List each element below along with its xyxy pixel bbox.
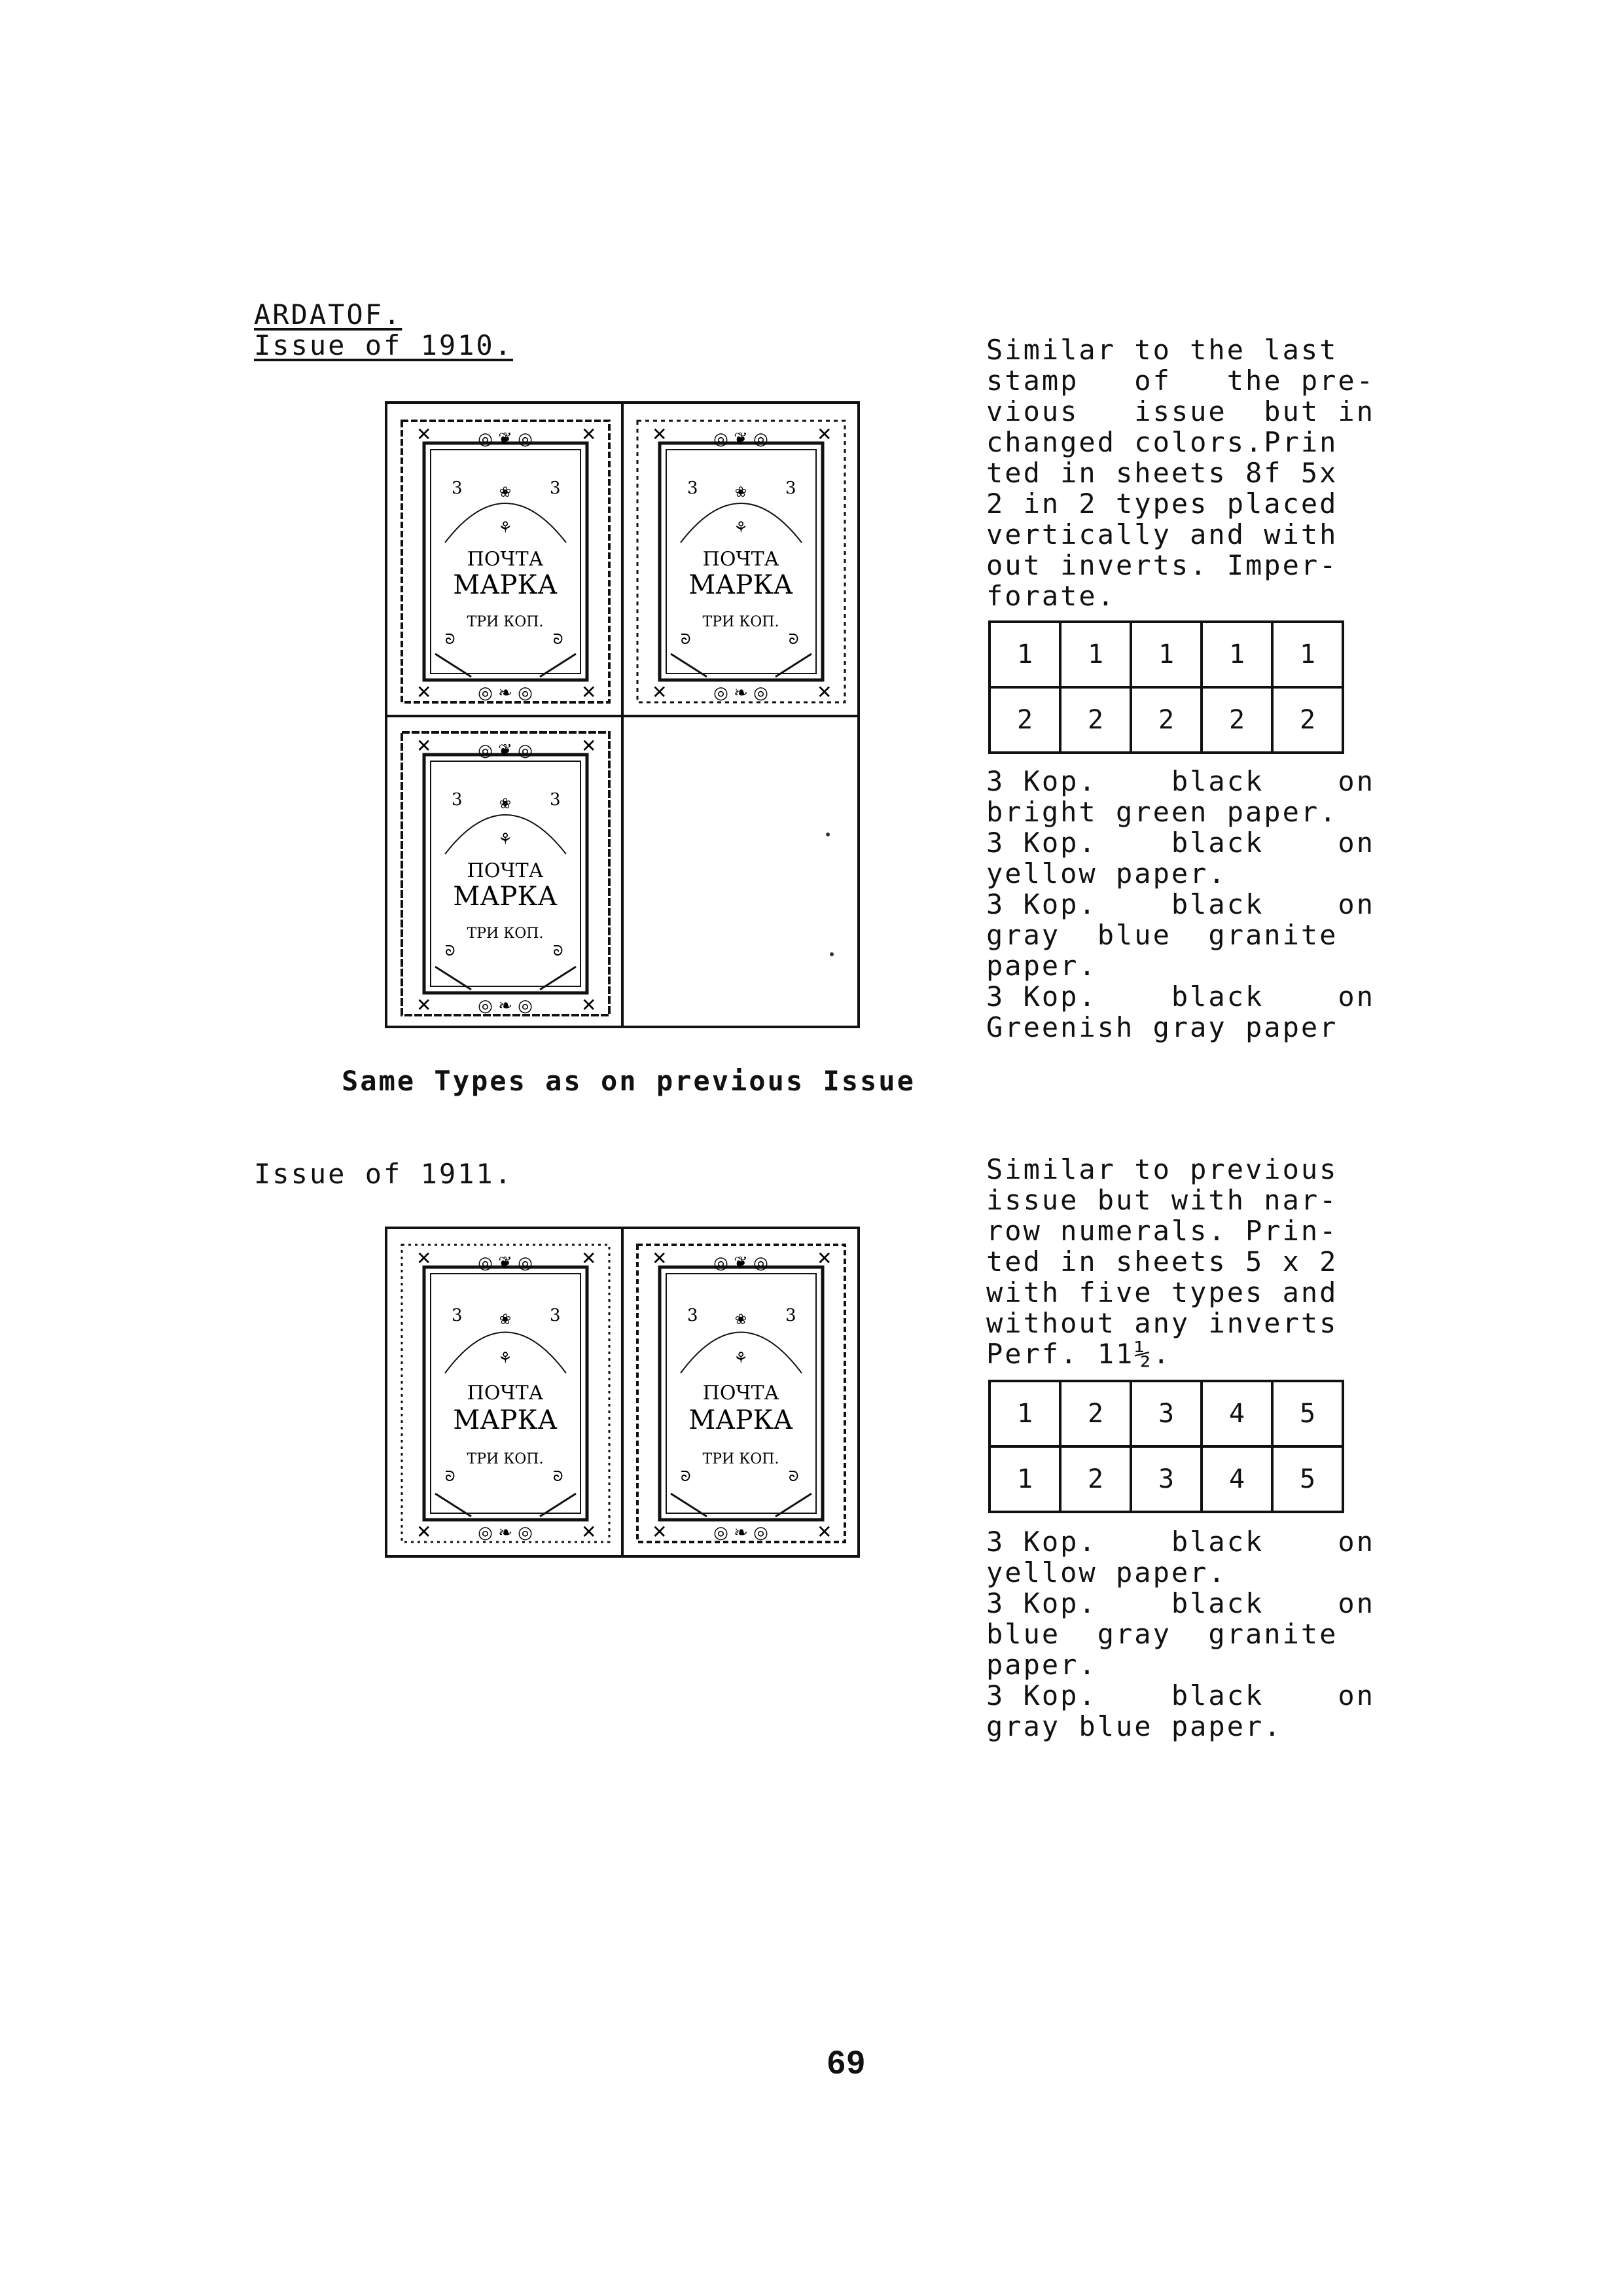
svg-text:ᘐ: ᘐ [553,943,563,960]
description-line: with five types and [986,1276,1338,1308]
stamp-word-stamp: МАРКА [453,882,558,912]
table-cell: 2 [990,687,1060,753]
stamp-value: ТРИ КОП. [467,614,544,630]
svg-text:ᘐ: ᘐ [681,632,691,648]
stamp-image [635,418,847,705]
svg-text:✕: ✕ [581,423,597,445]
svg-text:✕: ✕ [581,1521,597,1543]
svg-text:✕: ✕ [652,1521,668,1543]
description-line: 2 in 2 types placed [986,488,1338,520]
svg-text:✕: ✕ [416,994,432,1016]
table-cell: 2 [1060,1381,1131,1446]
stamp-word-post: ПОЧТА [702,1382,779,1405]
svg-text:✕: ✕ [817,681,832,703]
svg-text:◎ ❧ ◎: ◎ ❧ ◎ [478,1523,533,1543]
speck-mark [830,952,834,956]
issue-1910-types-table [988,620,1344,754]
svg-text:◎ ❦ ◎: ◎ ❦ ◎ [713,1253,768,1273]
variety-line: yellow paper. [986,1556,1227,1588]
table-cell: 5 [1272,1446,1343,1512]
svg-text:3: 3 [785,1306,796,1325]
stamp-word-post: ПОЧТА [467,859,544,882]
variety-line: 3 Kop. black on [986,1587,1376,1619]
svg-text:❀: ❀ [734,484,747,501]
svg-text:✕: ✕ [652,681,668,703]
variety-line: blue gray granite [986,1618,1338,1650]
svg-text:◎ ❦ ◎: ◎ ❦ ◎ [478,429,533,449]
variety-line: 3 Kop. black on [986,1526,1376,1558]
svg-text:3: 3 [687,478,698,498]
svg-text:❀: ❀ [499,1312,512,1328]
stamp-illustration [399,418,612,705]
svg-text:✕: ✕ [652,423,668,445]
issue-1910-heading: Issue of 1910. [254,329,514,361]
table-row [990,687,1343,753]
table-row [990,622,1343,687]
description-line: changed colors.Prin [986,426,1338,458]
variety-line: Greenish gray paper [986,1011,1338,1043]
stamp-value: ТРИ КОП. [702,614,779,630]
svg-text:ᘐ: ᘐ [789,1469,799,1485]
svg-text:✕: ✕ [416,1521,432,1543]
issue-1911-heading: Issue of 1911. [254,1158,514,1190]
svg-text:◎ ❦ ◎: ◎ ❦ ◎ [478,741,533,761]
stamp-value: ТРИ КОП. [702,1451,779,1467]
stamp-word-stamp: МАРКА [453,570,558,600]
svg-text:ᘐ: ᘐ [789,632,799,648]
table-cell: 1 [1060,622,1131,687]
table-cell: 4 [1202,1446,1272,1512]
variety-line: bright green paper. [986,796,1338,828]
svg-text:✕: ✕ [416,681,432,703]
description-line: without any inverts [986,1307,1338,1339]
table-cell: 1 [1202,622,1272,687]
table-cell: 1 [1131,622,1202,687]
variety-line: 3 Kop. black on [986,765,1376,797]
variety-line: 3 Kop. black on [986,980,1376,1013]
svg-text:⚘: ⚘ [734,518,748,537]
stamp-word-stamp: МАРКА [688,570,793,600]
stamp-illustration [635,418,847,705]
stamp-image [399,1242,612,1545]
svg-text:⚘: ⚘ [498,1349,512,1367]
svg-text:✕: ✕ [581,1247,597,1269]
issue-1911-stamp-grid [385,1227,860,1558]
svg-text:◎ ❧ ◎: ◎ ❧ ◎ [478,996,533,1016]
svg-text:✕: ✕ [817,423,832,445]
description-line: Similar to previous [986,1153,1338,1185]
svg-text:3: 3 [550,1306,561,1325]
stamp-word-post: ПОЧТА [467,1382,544,1405]
svg-text:ᘐ: ᘐ [553,632,563,648]
page-number: 69 [827,2044,866,2081]
svg-text:ᘐ: ᘐ [681,1469,691,1485]
svg-text:◎ ❧ ◎: ◎ ❧ ◎ [478,683,533,703]
description-line: forate. [986,580,1116,612]
svg-text:3: 3 [452,1306,463,1325]
table-row [990,1446,1343,1512]
svg-text:3: 3 [687,1306,698,1325]
table-cell: 1 [1272,622,1343,687]
svg-text:❀: ❀ [499,484,512,501]
svg-text:✕: ✕ [581,994,597,1016]
table-cell: 1 [990,1446,1060,1512]
description-line: vious issue but in [986,395,1376,427]
svg-text:ᘐ: ᘐ [445,1469,455,1485]
issue-1911-description [986,1154,1338,1369]
variety-line: 3 Kop. black on [986,827,1376,859]
svg-text:❀: ❀ [499,796,512,812]
svg-text:◎ ❦ ◎: ◎ ❦ ◎ [478,1253,533,1273]
svg-text:3: 3 [452,478,463,498]
svg-text:⚘: ⚘ [498,830,512,848]
description-line: row numerals. Prin- [986,1215,1338,1247]
issue-1910-description [986,334,1375,611]
svg-text:ᘐ: ᘐ [445,943,455,960]
stamp-image [399,730,612,1018]
stamp-word-post: ПОЧТА [702,548,779,571]
variety-line: paper. [986,1649,1097,1681]
issue-1910-stamp-grid [385,401,860,1028]
description-line: issue but with nar- [986,1184,1338,1216]
table-cell: 1 [990,1381,1060,1446]
table-cell: 4 [1202,1381,1272,1446]
table-cell: 3 [1131,1381,1202,1446]
svg-text:❀: ❀ [734,1312,747,1328]
table-cell: 2 [1060,1446,1131,1512]
svg-text:✕: ✕ [416,735,432,757]
svg-text:✕: ✕ [581,735,597,757]
stamp-value: ТРИ КОП. [467,1451,544,1467]
svg-text:ᘐ: ᘐ [553,1469,563,1485]
svg-text:⚘: ⚘ [498,518,512,537]
description-line: ted in sheets 8f 5x [986,457,1338,489]
svg-text:✕: ✕ [817,1247,832,1269]
variety-line: 3 Kop. black on [986,1679,1376,1712]
stamp-image [399,418,612,705]
stamp-word-stamp: МАРКА [453,1405,558,1435]
table-cell: 2 [1060,687,1131,753]
stamp-illustration [399,730,612,1018]
svg-text:3: 3 [550,478,561,498]
speck-mark [826,833,830,836]
issue-1910-varieties [986,766,1375,1043]
svg-text:⚘: ⚘ [734,1349,748,1367]
description-line: Perf. 11½. [986,1338,1171,1370]
stamp-word-stamp: МАРКА [688,1405,793,1435]
svg-text:✕: ✕ [652,1247,668,1269]
table-cell: 2 [1272,687,1343,753]
table-row [990,1381,1343,1446]
description-line: ted in sheets 5 x 2 [986,1246,1338,1278]
svg-text:3: 3 [785,478,796,498]
svg-text:ᘐ: ᘐ [445,632,455,648]
description-line: Similar to the last [986,334,1338,366]
svg-text:3: 3 [550,790,561,810]
svg-text:◎ ❦ ◎: ◎ ❦ ◎ [713,429,768,449]
stamp-word-post: ПОЧТА [467,548,544,571]
variety-line: yellow paper. [986,857,1227,889]
table-cell: 2 [1202,687,1272,753]
svg-text:◎ ❧ ◎: ◎ ❧ ◎ [713,1523,768,1543]
stamp-value: ТРИ КОП. [467,925,544,942]
description-line: stamp of the pre- [986,365,1376,397]
issue-1911-varieties [986,1526,1375,1742]
svg-text:◎ ❧ ◎: ◎ ❧ ◎ [713,683,768,703]
issue-1911-types-table [988,1380,1344,1513]
table-cell: 5 [1272,1381,1343,1446]
svg-text:✕: ✕ [581,681,597,703]
variety-line: paper. [986,950,1097,982]
description-line: out inverts. Imper- [986,549,1338,581]
variety-line: gray blue paper. [986,1710,1283,1742]
svg-text:✕: ✕ [416,423,432,445]
table-cell: 1 [990,622,1060,687]
table-cell: 2 [1131,687,1202,753]
variety-line: gray blue granite [986,919,1338,951]
description-line: vertically and with [986,518,1338,550]
stamp-illustration [399,1242,612,1545]
section-title: ARDATOF. [254,298,402,331]
stamp-illustration [635,1242,847,1545]
svg-text:✕: ✕ [817,1521,832,1543]
table-cell: 3 [1131,1446,1202,1512]
svg-text:✕: ✕ [416,1247,432,1269]
issue-1910-caption: Same Types as on previous Issue [342,1065,916,1097]
stamp-image [635,1242,847,1545]
variety-line: 3 Kop. black on [986,888,1376,920]
svg-text:3: 3 [452,790,463,810]
